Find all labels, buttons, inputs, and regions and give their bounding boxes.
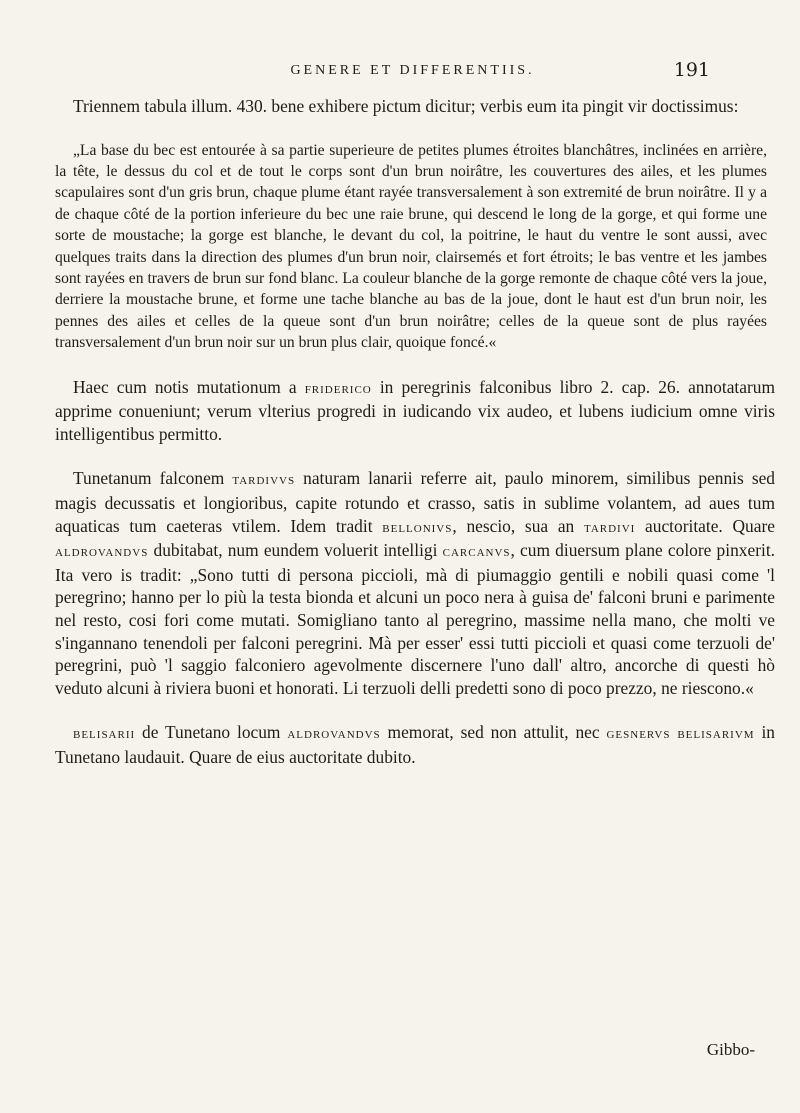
page-number: 191 [673, 59, 710, 81]
paragraph-belisarii: belisarii de Tunetano locum aldrovandvs memorat, sed non attulit, nec gesnervs belisarivm in Tunetano laudauit. Quare de eius auctoritate dubito. [55, 722, 775, 767]
quotation-text: „La base du bec est entourée à sa partie superieure de petites plumes étroites blanchâtres, inclinées en arrière, la tête, le dessus du col et de tout le corps sont d'un brun noirâtre, les couvertures des ailes, et les plumes scapulaires sont d'un gris brun, chaque plume étant rayée transversalement à son extremité de brun noirâtre. Il y a de chaque côté de la portion inferieure du bec une raie brune, qui descend le long de la gorge, et qui forme une sorte de moustache; la gorge est blanche, le devant du col, la poitrine, le haut du ventre le sont aussi, avec quelques traits dans la direction des plumes d'un brun noir, clairsemés et fort étroits; le bas ventre et les jambes sont rayées en travers de brun sur fond blanc. La couleur blanche de la gorge remonte de chaque côté vers la joue, derriere la moustache brune, et forme une tache blanche au bas de la joue, dont le haut est d'un brun noir, les pennes des ailes et celles de la queue sont d'un brun noirâtre; celles de la queue sont de plus rayées transversalement d'un brun noir sur un brun plus clair, quoique foncé.« [55, 141, 767, 352]
paragraph-tunetanum: Tunetanum falconem tardivvs naturam lanarii referre ait, paulo minorem, similibus pennis sed magis decussatis et longioribus, capite rotundo et crasso, satis in sublime volantem, ad aues tum aquaticas tum caeteras vtilem. Idem tradit bellonivs, nescio, sua an tardivi auctoritate. Quare aldrovandvs dubitabat, num eundem voluerit intelligi carcanvs, cum diuersum plane colore pinxerit. Ita vero is tradit: „Sono tutti di persona piccioli, mà di piumaggio gentili e nobili quasi come 'l peregrino; hanno per lo più la testa bionda et alcuni un poco nera à guisa de' falconi bruni e parimente nel resto, cosi fori come mutati. Somigliano tanto al peregrino, massime nella mano, che molti ve s'ingannano tenendoli per falconi peregrini. Mà per esser' essi tutti piccioli et quasi come terzuoli de' peregrini, può 'l saggio falconiero agevolmente discernere l'uno dall' altro, ancorche di questi hò veduto alcuni à riviera buoni et honorati. Li terzuoli delli predetti sono di poco prezzo, ne riescono.« [55, 468, 775, 698]
paragraph-intro: Triennem tabula illum. 430. bene exhibere pictum dicitur; verbis eum ita pingit vir doctissimus: [73, 96, 739, 116]
catchword: Gibbo- [706, 1040, 755, 1059]
french-quotation [55, 140, 775, 354]
running-head: GENERE ET DIFFERENTIIS. [290, 63, 535, 78]
paragraph-friderico: Haec cum notis mutationum a friderico in peregrinis falconibus libro 2. cap. 26. annotatarum apprime conueniunt; verum vlterius progredi in iudicando vix audeo, et lubens iudicium omne viris intelligentibus permitto. [55, 376, 775, 444]
page-body [55, 95, 775, 769]
